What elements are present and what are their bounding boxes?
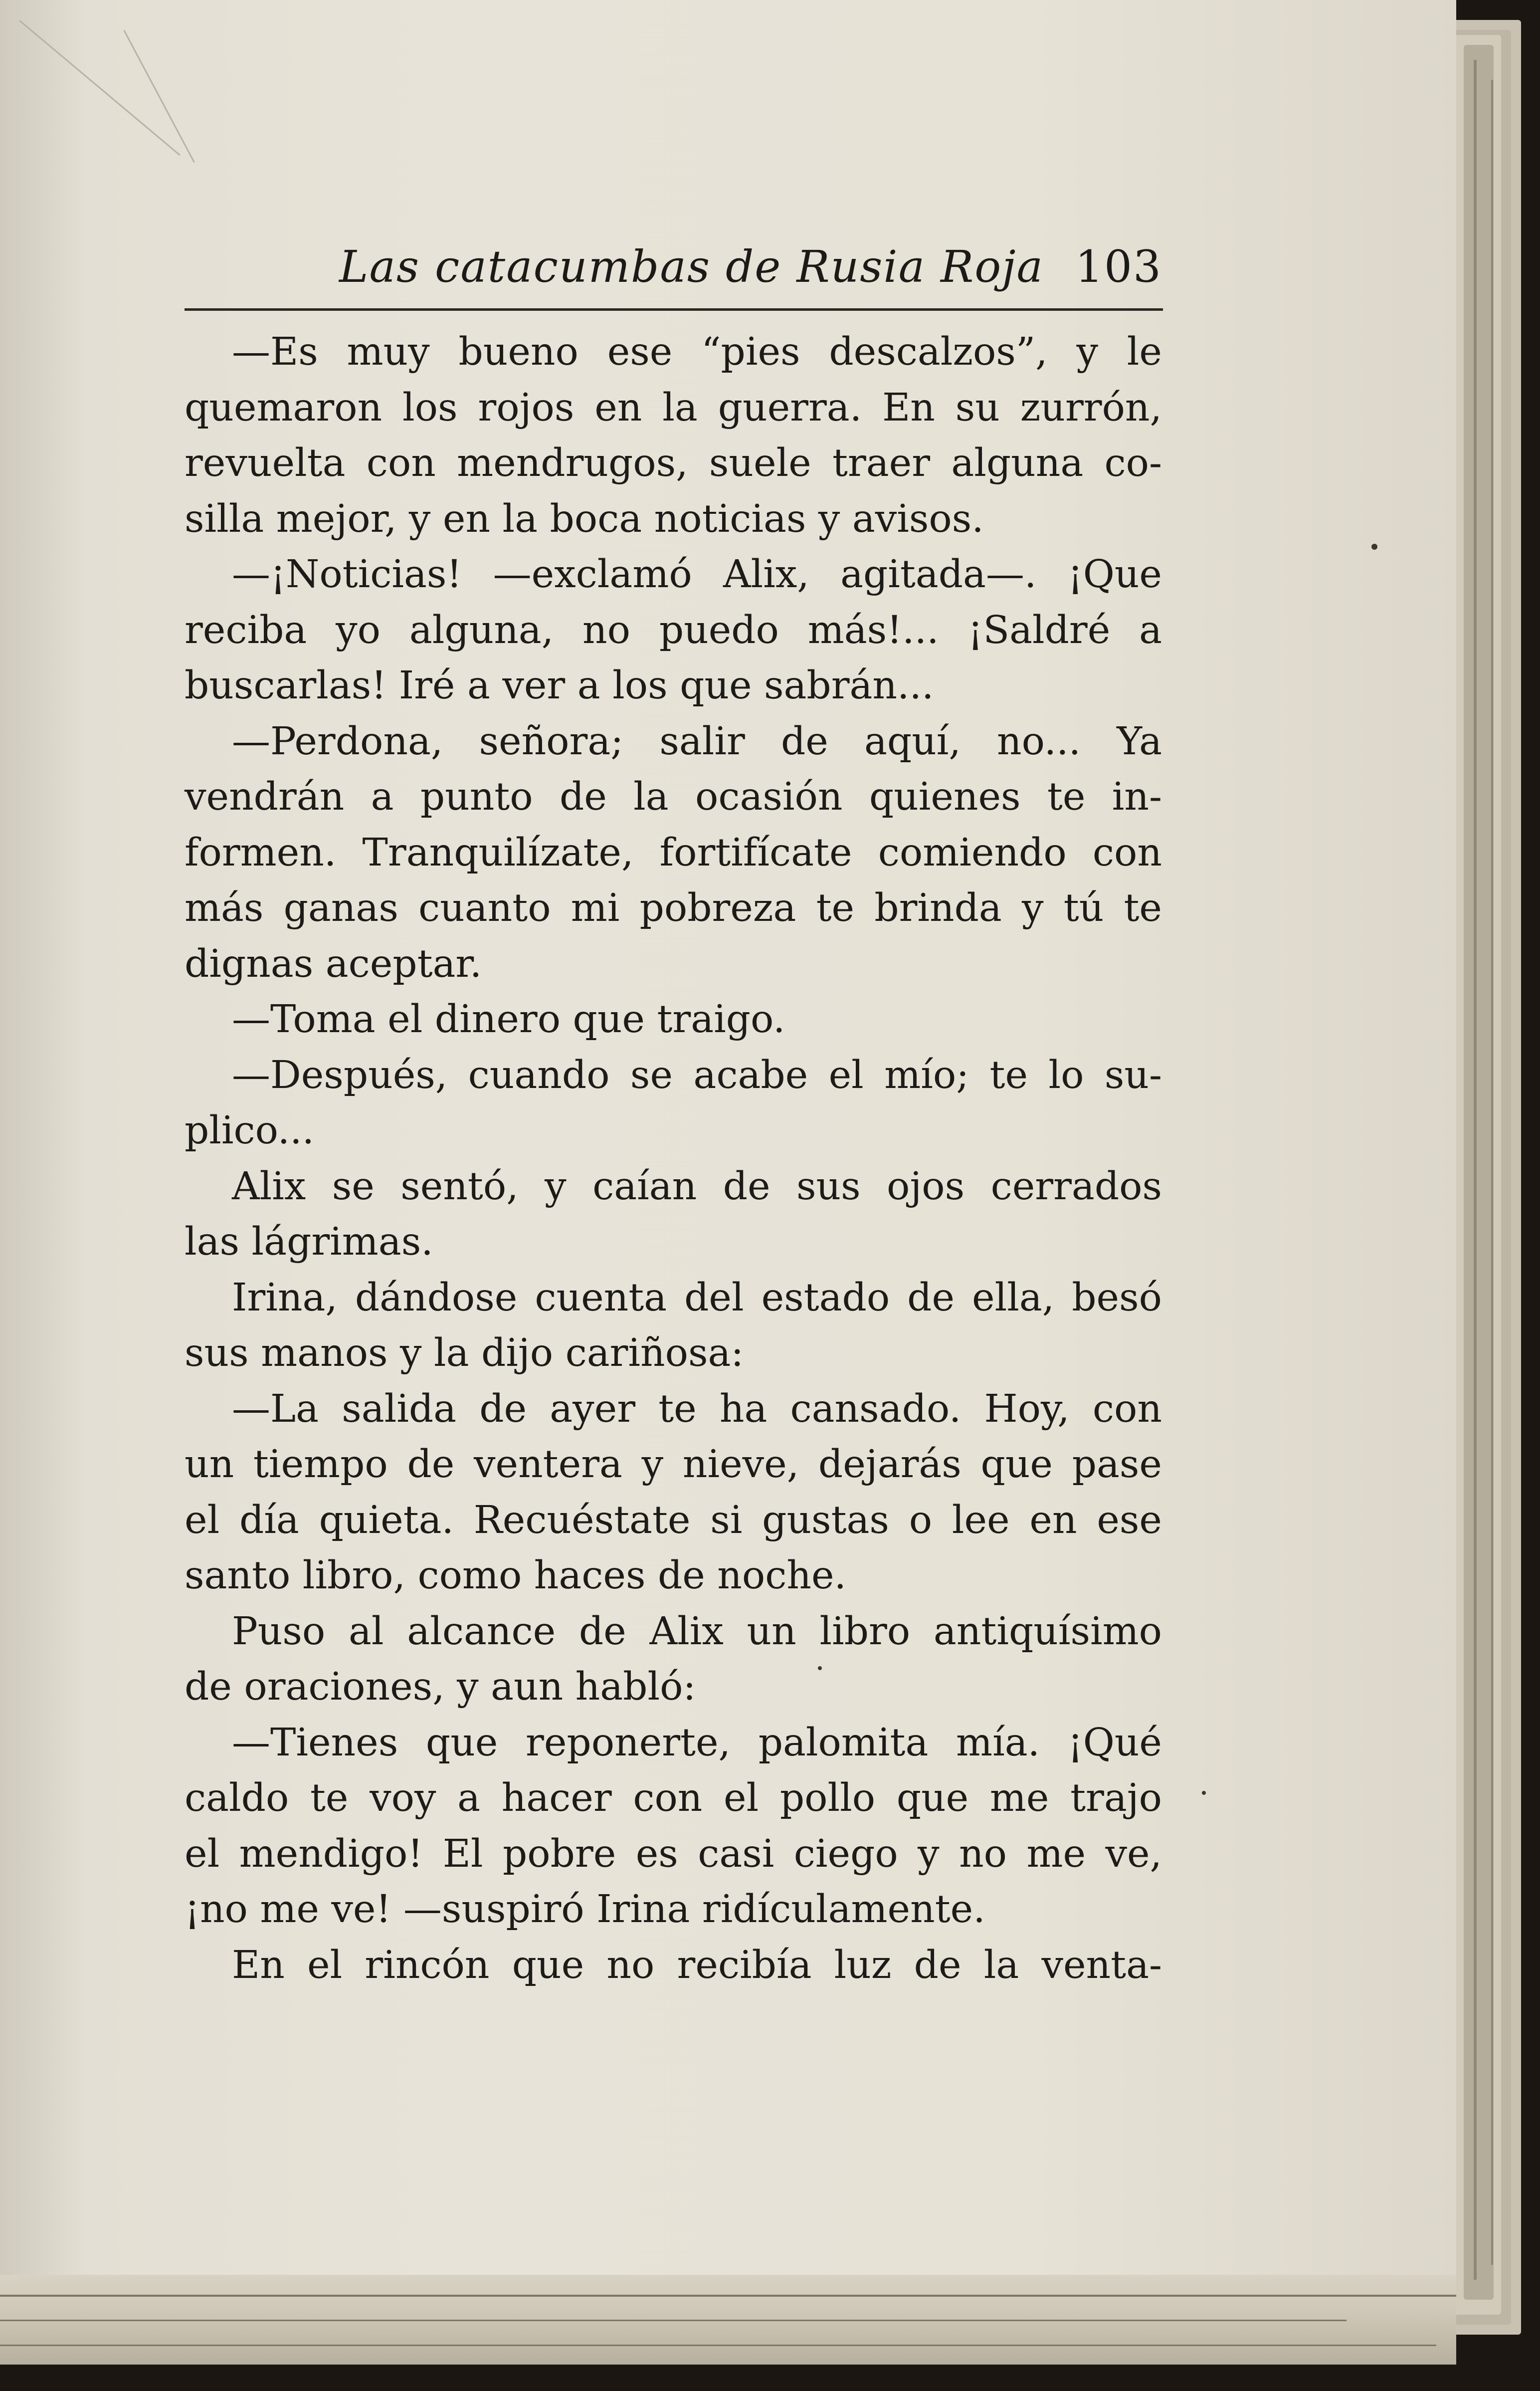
text-line: —La salida de ayer te ha cansado. Hoy, con bbox=[232, 1386, 1162, 1431]
text-line: santo libro, como haces de noche. bbox=[185, 1553, 847, 1598]
text-line: plico... bbox=[185, 1108, 315, 1153]
text-line: de oraciones, y aun habló: bbox=[185, 1665, 696, 1709]
page-edge bbox=[1464, 45, 1494, 2300]
text-line: dignas aceptar. bbox=[185, 941, 482, 986]
text-line: el día quieta. Recuéstate si gustas o lee en ese bbox=[185, 1498, 1162, 1542]
text-line: formen. Tranquilízate, fortifícate comiendo con bbox=[185, 830, 1162, 875]
header-rule bbox=[185, 308, 1163, 311]
text-line: —¡Noticias! —exclamó Alix, agitada—. ¡Que bbox=[232, 552, 1162, 597]
text-line: Irina, dándose cuenta del estado de ella, besó bbox=[232, 1275, 1162, 1320]
page-bottom-line bbox=[0, 2345, 1436, 2346]
text-line: Alix se sentó, y caían de sus ojos cerrados bbox=[232, 1164, 1162, 1209]
page-bottom-line bbox=[0, 2320, 1347, 2321]
text-line: En el rincón que no recibía luz de la venta- bbox=[232, 1943, 1162, 1987]
text-line: reciba yo alguna, no puedo más!... ¡Saldré a bbox=[185, 608, 1162, 652]
ink-speck bbox=[1371, 544, 1377, 550]
text-line: las lágrimas. bbox=[185, 1220, 433, 1264]
paper-crease bbox=[123, 30, 194, 163]
body-text bbox=[185, 324, 1162, 1993]
text-line: un tiempo de ventera y nieve, dejarás que pase bbox=[185, 1442, 1162, 1487]
running-title: Las catacumbas de Rusia Roja bbox=[339, 241, 1044, 292]
text-line: —Perdona, señora; salir de aquí, no... Ya bbox=[232, 719, 1162, 764]
text-line: sus manos y la dijo cariñosa: bbox=[185, 1331, 744, 1375]
ink-speck bbox=[818, 1666, 822, 1670]
text-line: Puso al alcance de Alix un libro antiquísimo bbox=[232, 1609, 1162, 1654]
text-line: vendrán a punto de la ocasión quienes te in- bbox=[185, 775, 1162, 819]
text-line: caldo te voy a hacer con el pollo que me trajo bbox=[185, 1776, 1162, 1820]
paper-crease bbox=[19, 20, 181, 156]
text-line: el mendigo! El pobre es casi ciego y no me ve, bbox=[185, 1831, 1162, 1876]
text-line: revuelta con mendrugos, suele traer alguna co- bbox=[185, 441, 1162, 485]
text-line: ¡no me ve! —suspiró Irina ridículamente. bbox=[185, 1887, 985, 1932]
page-edge-line bbox=[1491, 80, 1493, 2265]
text-line: silla mejor, y en la boca noticias y avisos. bbox=[185, 496, 984, 541]
page-bottom-line bbox=[0, 2295, 1456, 2297]
text-line: —Después, cuando se acabe el mío; te lo su- bbox=[232, 1053, 1162, 1097]
page-header bbox=[185, 237, 1162, 307]
text-line: buscarlas! Iré a ver a los que sabrán... bbox=[185, 663, 934, 708]
text-line: —Toma el dinero que traigo. bbox=[232, 997, 785, 1042]
text-line: —Es muy bueno ese “pies descalzos”, y le bbox=[232, 330, 1162, 374]
ink-speck bbox=[1202, 1791, 1206, 1795]
page-number: 103 bbox=[1075, 241, 1162, 292]
text-line: —Tienes que reponerte, palomita mía. ¡Qué bbox=[232, 1720, 1162, 1765]
page-edge-line bbox=[1474, 60, 1477, 2280]
text-line: quemaron los rojos en la guerra. En su zurrón, bbox=[185, 385, 1162, 430]
text-line: más ganas cuanto mi pobreza te brinda y tú te bbox=[185, 886, 1162, 930]
